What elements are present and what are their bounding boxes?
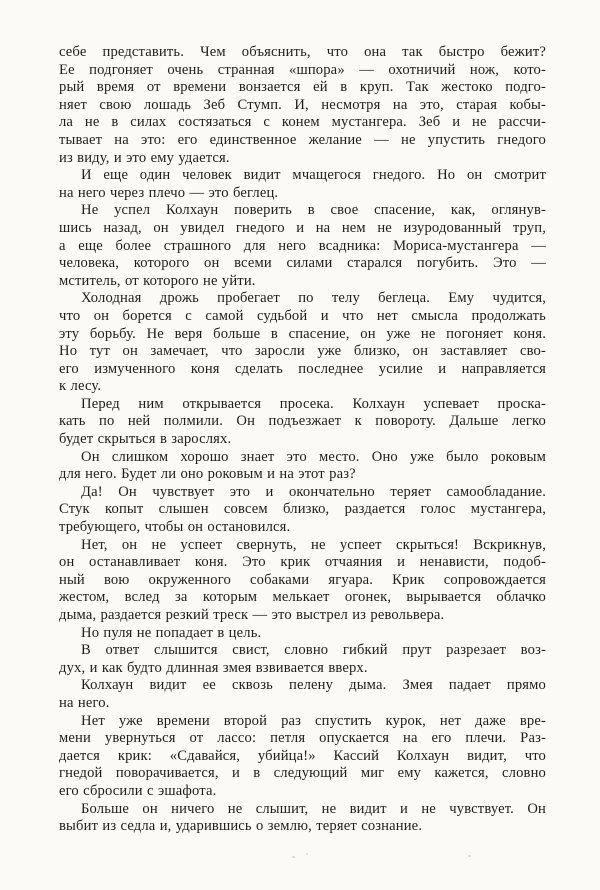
text-line: на него. [59,694,110,711]
paragraph [59,642,546,677]
paragraph [59,625,546,643]
text-line: Холодная дрожь пробегает по телу беглеца. Ему чудится, [81,290,546,307]
paragraph [59,396,546,449]
text-line: эту борьбу. Не веря больше в спасение, он уже не погоняет коня. [59,325,546,342]
text-line: он останавливает коня. Это крик отчаяния и ненависти, подоб- [59,554,546,571]
text-line: мени увернуться от лассо: петля опускается на его плечи. Раз- [59,730,546,747]
text-line: Ее подгоняет очень странная «шпора» — охотничий нож, кото- [59,61,546,78]
paragraph [59,484,546,537]
scan-speck [468,855,471,857]
text-line: Но пуля не попадает в цель. [81,624,262,641]
text-line: Но тут он замечает, что заросли уже близко, он заставляет сво- [59,343,546,360]
text-line: дается крик: «Сдавайся, убийца!» Кассий Колхаун видит, что [59,747,546,764]
paragraph [59,290,546,396]
text-line: кать по ней полмили. Он подъезжает к повороту. Дальше легко [59,413,546,430]
text-line: Колхаун видит ее сквозь пелену дыма. Змея падает прямо [81,677,546,694]
text-line: из виду, и это ему удается. [59,149,230,166]
text-line: Нет, он не успеет свернуть, не успеет скрыться! Вскрикнув, [81,536,546,553]
text-line: В ответ слышится свист, словно гибкий прут разрезает воз- [81,642,546,659]
scan-speck [292,856,295,858]
paragraph [59,202,546,290]
text-line: себе представить. Чем объяснить, что она так быстро бежит? [59,44,546,60]
paragraph [59,537,546,625]
text-line: дыма, раздается резкий треск — это выстрел из револьвера. [59,607,445,623]
text-line: а еще более страшного для него всадника: Мориса-мустангера — [59,237,546,254]
text-line: к лесу. [59,378,102,395]
text-line: мститель, от которого не уйти. [59,272,256,289]
text-line: ный вою окруженного собаками ягуара. Крик сопровождается [59,571,546,588]
text-line: на него через плечо — это беглец. [59,184,279,201]
text-line: выбит из седла и, ударившись о землю, теряет сознание. [59,818,423,835]
text-line: будет скрыться в зарослях. [59,431,232,448]
text-line: ла не в силах состязаться с конем мустангера. Зеб и не рассчи- [59,114,546,131]
text-line: тывает на это: его единственное желание — не упустить гнедого [59,131,546,148]
text-line: его сбросили с эшафота. [59,782,217,799]
paragraph [59,677,546,712]
text-line: его измученного коня сделать последнее усилие и направляется [59,360,546,377]
text-line: человека, которого он всеми силами старался погубить. Это — [59,255,546,272]
text-line: жестом, вслед за которым мелькает огонек, вырывается облачко [59,589,546,606]
text-line: Он слишком хорошо знает это место. Оно уже было роковым [81,448,546,465]
text-line: требующего, чтобы он остановился. [59,519,291,536]
text-line: гнедой поворачивается, и в следующий миг ему кажется, словно [59,765,546,782]
text-column [59,44,546,836]
paragraph [59,801,546,836]
paragraph [59,44,546,167]
text-line: что он борется с самой судьбой и что нет смысла продолжать [59,307,546,324]
paragraph [59,167,546,202]
text-line: Больше он ничего не слышит, не видит и не чувствует. Он [81,800,546,817]
text-line: дух, и как будто длинная змея взвивается вверх. [59,659,368,676]
paragraph [59,713,546,801]
text-line: Нет уже времени второй раз спустить курок, нет даже вре- [81,712,546,729]
text-line: для него. Будет ли оно роковым и на этот раз? [59,466,356,483]
text-line: Стук копыт слышен совсем близко, раздается голос мустангера, [59,501,546,518]
paragraph [59,449,546,484]
text-line: Да! Он чувствует это и окончательно теряет самообладание. [81,483,546,500]
text-line: рый время от времени вонзается ей в круп. Так жестоко подго- [59,79,546,96]
text-line: Перед ним открывается просека. Колхаун успевает проска- [81,395,546,412]
text-line: Не успел Колхаун поверить в свое спасение, как, оглянув- [81,202,546,219]
text-line: И еще один человек видит мчащегося гнедого. Но он смотрит [81,167,546,184]
text-line: шись назад, он увидел гнедого и на нем не изуродованный труп, [59,219,546,236]
text-line: няет свою лошадь Зеб Стумп. И, несмотря на это, старая кобы- [59,96,546,113]
scan-speck [306,853,308,855]
